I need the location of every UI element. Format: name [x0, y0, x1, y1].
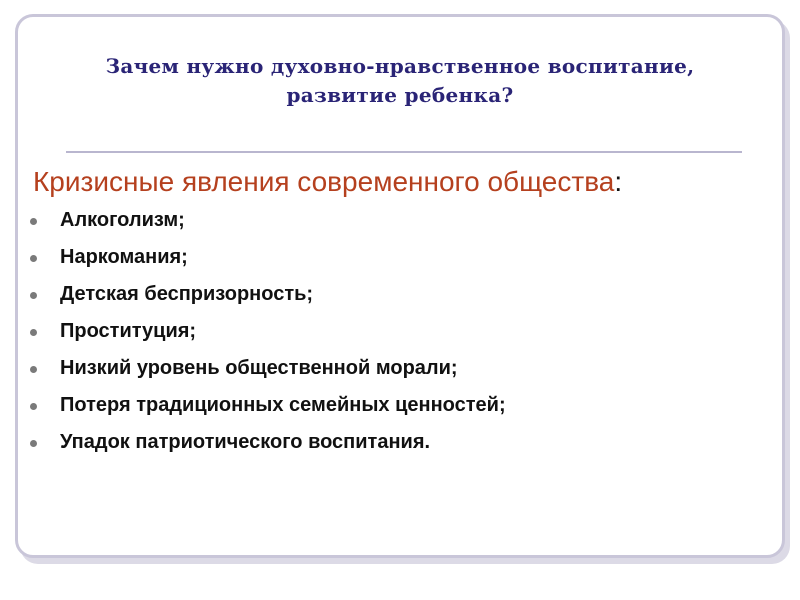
bullet-dot-icon — [30, 366, 37, 373]
list-item-text: Проституция; — [60, 320, 197, 342]
list-item-text: Детская беспризорность; — [60, 283, 314, 305]
slide-title-line-1: Зачем нужно духовно-нравственное воспитание, — [105, 54, 695, 78]
bullet-dot-icon — [30, 292, 37, 299]
list-item — [28, 424, 506, 461]
bullet-dot-icon — [30, 403, 37, 410]
list-item — [28, 276, 506, 313]
list-item-text: Низкий уровень общественной морали; — [60, 357, 458, 379]
list-item — [28, 350, 506, 387]
list-item — [28, 202, 506, 239]
bullet-dot-icon — [30, 218, 37, 225]
bullet-list — [28, 202, 506, 461]
list-item-text: Упадок патриотического воспитания. — [60, 431, 431, 453]
list-item-text: Алкоголизм; — [60, 209, 185, 231]
bullet-dot-icon — [30, 440, 37, 447]
slide-title — [40, 52, 760, 110]
title-divider — [66, 151, 742, 153]
list-item — [28, 387, 506, 424]
slide-subtitle-text: Кризисные явления современного общества — [33, 166, 615, 197]
bullet-dot-icon — [30, 255, 37, 262]
list-item — [28, 239, 506, 276]
slide-subtitle — [33, 165, 622, 199]
slide-subtitle-colon: : — [614, 166, 623, 197]
slide-title-line-2: развитие ребенка? — [286, 83, 514, 107]
bullet-dot-icon — [30, 329, 37, 336]
list-item-text: Потеря традиционных семейных ценностей; — [60, 394, 506, 416]
list-item-text: Наркомания; — [60, 246, 188, 268]
list-item — [28, 313, 506, 350]
